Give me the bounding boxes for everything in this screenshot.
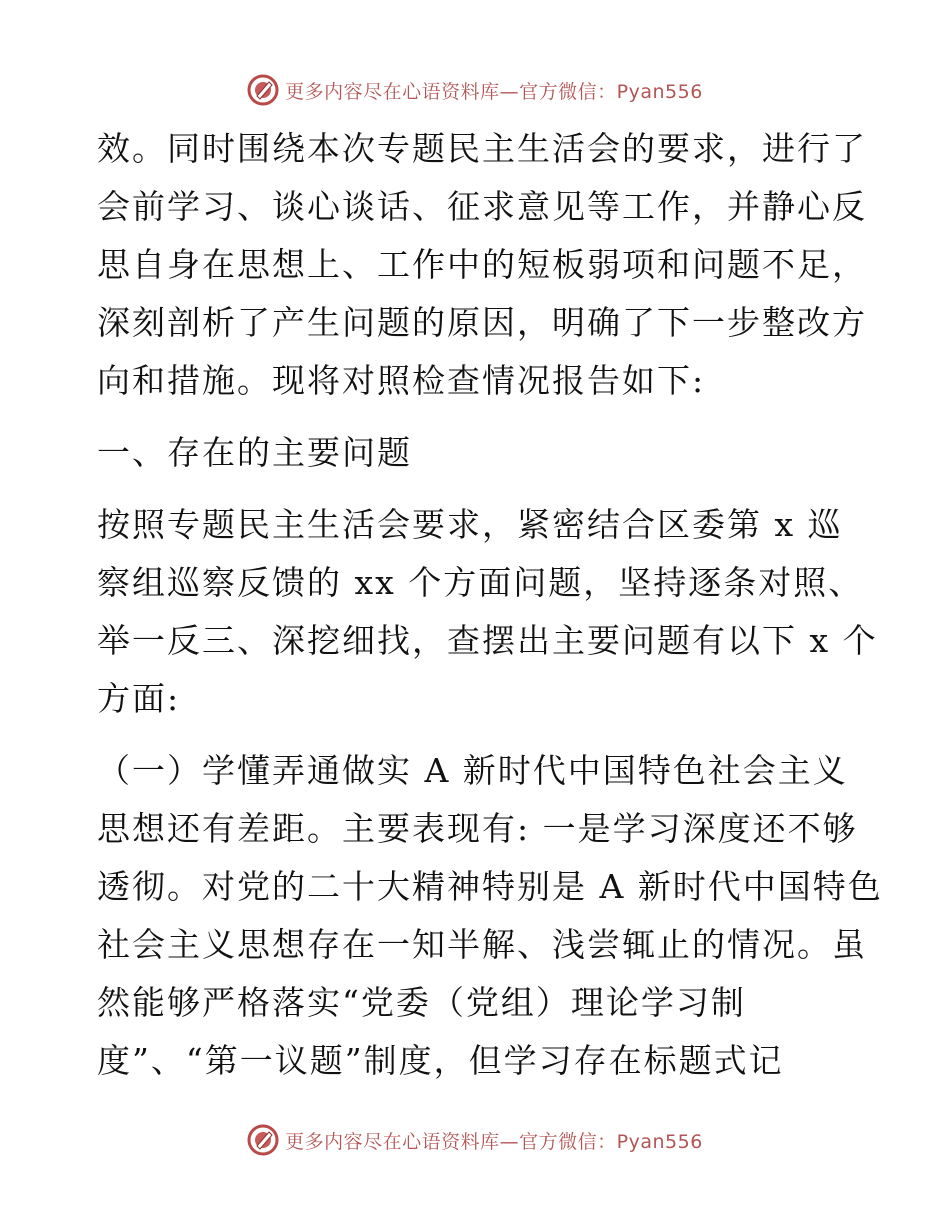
document-body: [97, 120, 883, 1090]
header-watermark: [0, 70, 950, 110]
text-line: 度”、“第一议题”制度，但学习存在标题式记: [97, 1041, 784, 1080]
text-line: 察组巡察反馈的 xx 个方面问题，坚持逐条对照、: [97, 563, 864, 602]
paragraph-intro: [97, 120, 867, 410]
text-line: 方面:: [97, 679, 181, 718]
text-line: 思想还有差距。主要表现有: 一是学习深度还不够: [97, 809, 858, 848]
pen-seal-icon: [247, 1124, 279, 1156]
text-line: 然能够严格落实“党委（党组）理论学习制: [97, 983, 746, 1022]
text-line: 向和措施。现将对照检查情况报告如下:: [97, 361, 706, 400]
watermark-text: 更多内容尽在心语资料库—官方微信：Pyan556: [285, 1130, 703, 1153]
section-heading: [97, 424, 857, 482]
text-line: 会前学习、谈心谈话、征求意见等工作，并静心反: [97, 187, 867, 226]
text-line: 深刻剖析了产生问题的原因，明确了下一步整改方: [97, 303, 867, 342]
text-line: 透彻。对党的二十大精神特别是 A 新时代中国特色: [97, 867, 883, 906]
footer-watermark: [0, 1120, 950, 1160]
paragraph-overview: [97, 496, 878, 728]
paragraph-issue-one: [97, 742, 883, 1090]
text-line: 按照专题民主生活会要求，紧密结合区委第 x 巡: [97, 505, 843, 544]
text-line: （一）学懂弄通做实 A 新时代中国特色社会主义: [97, 751, 848, 790]
text-line: 举一反三、深挖细找，查摆出主要问题有以下 x 个: [97, 621, 878, 660]
pen-seal-icon: [247, 74, 279, 106]
heading-line: 一、存在的主要问题: [97, 433, 412, 472]
text-line: 思自身在思想上、工作中的短板弱项和问题不足，: [97, 245, 867, 284]
text-line: 社会主义思想存在一知半解、浅尝辄止的情况。虽: [97, 925, 867, 964]
watermark-text: 更多内容尽在心语资料库—官方微信：Pyan556: [285, 80, 703, 103]
text-line: 效。同时围绕本次专题民主生活会的要求，进行了: [97, 129, 867, 168]
